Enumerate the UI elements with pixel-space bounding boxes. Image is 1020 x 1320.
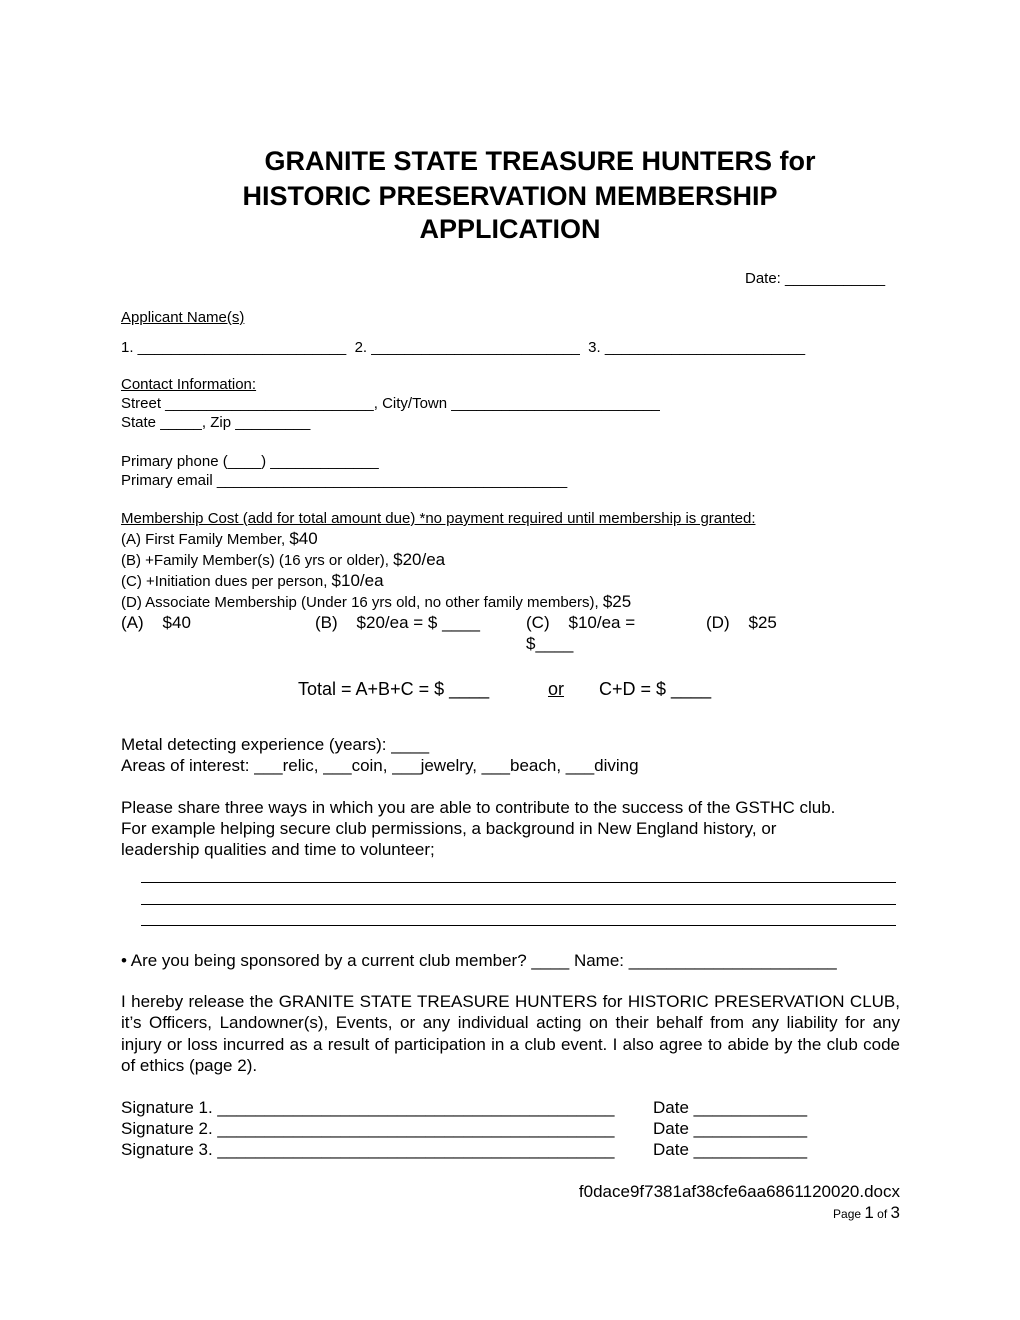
total-or: or [548, 679, 565, 699]
signature-3: Signature 3. __________________________________________ [121, 1140, 615, 1159]
page-word: Page [833, 1207, 865, 1221]
title-line-1: GRANITE STATE TREASURE HUNTERS for [264, 146, 816, 176]
total-formula-cd: C+D = $ ____ [599, 679, 712, 699]
membership-item-c [121, 570, 384, 591]
areas-of-interest-line: Areas of interest: ___relic, ___coin, ___jewelry, ___beach, ___diving [121, 756, 639, 775]
calc-c: (C) $10/ea = [526, 613, 636, 632]
title-line-3: APPLICATION [419, 214, 601, 244]
membership-item-d-price: $25 [602, 592, 632, 611]
page-number [833, 1203, 900, 1223]
signature-2-date: Date ____________ [653, 1119, 808, 1138]
signature-1: Signature 1. __________________________________________ [121, 1098, 615, 1117]
membership-item-c-price: $10/ea [331, 571, 384, 590]
membership-item-c-text: (C) +Initiation dues per person, [121, 573, 332, 590]
applicant-heading: Applicant Name(s) [121, 309, 245, 326]
calc-c-amount: $____ [526, 634, 574, 653]
applicant-names-line: 1. _________________________ 2. _________________________ 3. ________________________ [121, 339, 806, 356]
footer-filename: f0dace9f7381af38cfe6aa6861120020.docx [578, 1182, 900, 1201]
answer-line-1 [141, 882, 896, 883]
membership-item-a-text: (A) First Family Member, [121, 531, 290, 548]
signature-1-date: Date ____________ [653, 1098, 808, 1117]
membership-item-b [121, 549, 445, 570]
contribute-line-1: Please share three ways in which you are able to contribute to the success of the GSTHC club. [121, 798, 836, 817]
contribute-line-3: leadership qualities and time to volunteer; [121, 840, 435, 859]
state-zip-line: State _____, Zip _________ [121, 414, 311, 431]
membership-item-d [121, 591, 631, 612]
membership-item-b-text: (B) +Family Member(s) (16 yrs or older), [121, 552, 394, 569]
title-line-2: HISTORIC PRESERVATION MEMBERSHIP [242, 181, 778, 211]
calc-d: (D) $25 [706, 613, 777, 632]
phone-line: Primary phone (____) _____________ [121, 453, 379, 470]
signature-3-date: Date ____________ [653, 1140, 808, 1159]
email-line: Primary email __________________________________________ [121, 472, 568, 489]
sponsor-question: • Are you being sponsored by a current club member? ____ Name: ______________________ [121, 951, 837, 970]
page-current: 1 [864, 1203, 874, 1222]
total-formula-abc: Total = A+B+C = $ ____ [298, 679, 490, 699]
signature-2: Signature 2. __________________________________________ [121, 1119, 615, 1138]
experience-years-line: Metal detecting experience (years): ____ [121, 735, 430, 754]
answer-line-3 [141, 925, 896, 926]
contribute-line-2: For example helping secure club permissions, a background in New England history, or [121, 819, 777, 838]
page-total: 3 [890, 1203, 900, 1222]
of-word: of [873, 1207, 891, 1221]
membership-item-a-price: $40 [289, 529, 318, 548]
street-city-line: Street _________________________, City/Town _________________________ [121, 395, 660, 412]
membership-item-a [121, 528, 318, 549]
calc-b: (B) $20/ea = $ ____ [315, 613, 480, 632]
answer-line-2 [141, 904, 896, 905]
calc-a: (A) $40 [121, 613, 191, 632]
contact-heading: Contact Information: [121, 376, 257, 393]
release-paragraph: I hereby release the GRANITE STATE TREASURE HUNTERS for HISTORIC PRESERVATION CLUB, it’s Officers, Landowner(s), Events, or any individual acting on their behalf from any liability for any injury or loss incurred as a result of participation in a club event. I also agree to abide by the club code of ethics (page 2). [121, 992, 900, 1075]
membership-heading: Membership Cost (add for total amount due) *no payment required until membership is granted: [121, 510, 756, 527]
date-field: Date: ____________ [745, 270, 886, 287]
membership-item-d-text: (D) Associate Membership (Under 16 yrs old, no other family members), [121, 594, 603, 611]
membership-item-b-price: $20/ea [393, 550, 446, 569]
